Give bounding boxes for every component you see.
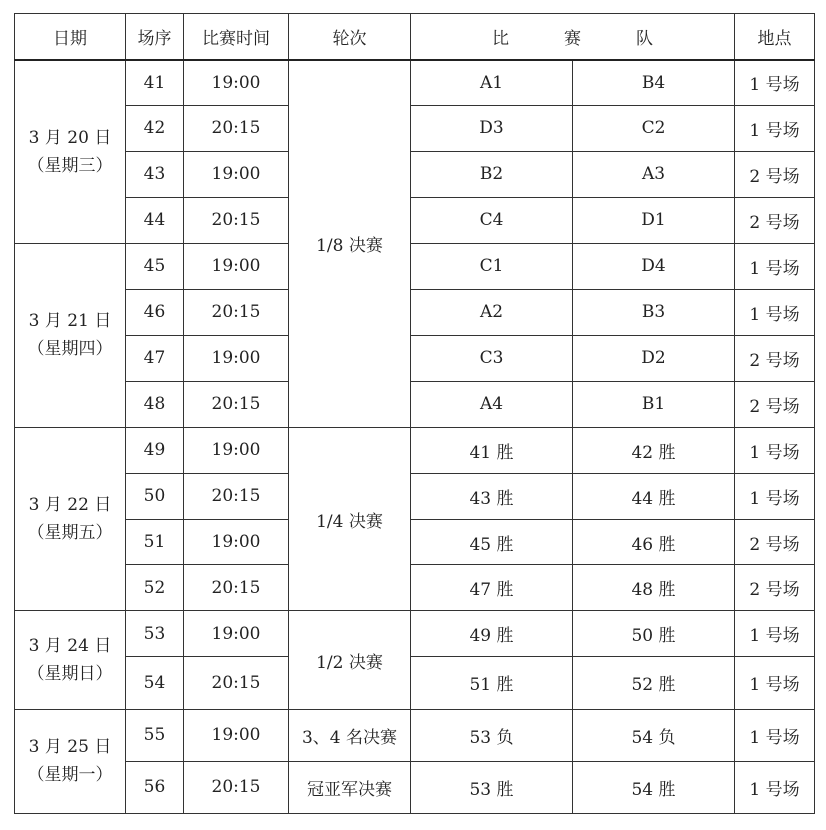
time-cell: 20:15 xyxy=(184,473,289,519)
date-line: 3 月 24 日 xyxy=(28,636,112,656)
seq-cell: 46 xyxy=(126,289,184,335)
header-seq: 场序 xyxy=(126,14,184,60)
weekday-line: （星期一） xyxy=(27,765,113,786)
date-cell xyxy=(15,243,126,427)
team2-cell: 44 胜 xyxy=(573,473,735,519)
table-row xyxy=(15,611,815,657)
team2-cell: 50 胜 xyxy=(573,611,735,657)
venue-cell: 2 号场 xyxy=(735,197,815,243)
venue-cell: 2 号场 xyxy=(735,151,815,197)
table-row xyxy=(15,473,815,519)
team2-cell: B1 xyxy=(573,381,735,427)
table-row xyxy=(15,60,815,106)
weekday-line: （星期四） xyxy=(27,339,113,360)
time-cell: 19:00 xyxy=(184,60,289,106)
seq-cell: 45 xyxy=(126,243,184,289)
time-cell: 19:00 xyxy=(184,335,289,381)
seq-cell: 52 xyxy=(126,565,184,611)
venue-cell: 2 号场 xyxy=(735,565,815,611)
time-cell: 19:00 xyxy=(184,519,289,565)
time-cell: 19:00 xyxy=(184,611,289,657)
header-row xyxy=(15,14,815,60)
team1-cell: B2 xyxy=(411,151,573,197)
team1-cell: A1 xyxy=(411,60,573,106)
table-row xyxy=(15,243,815,289)
seq-cell: 42 xyxy=(126,105,184,151)
header-teams xyxy=(411,14,735,60)
team2-cell: 54 负 xyxy=(573,709,735,761)
team1-cell: 49 胜 xyxy=(411,611,573,657)
team1-cell: C1 xyxy=(411,243,573,289)
table-row xyxy=(15,565,815,611)
header-teams-char-2: 赛 xyxy=(564,28,581,49)
date-cell xyxy=(15,611,126,709)
weekday-line: （星期三） xyxy=(27,155,113,176)
team1-cell: 45 胜 xyxy=(411,519,573,565)
header-round: 轮次 xyxy=(289,14,411,60)
team2-cell: A3 xyxy=(573,151,735,197)
team2-cell: B4 xyxy=(573,60,735,106)
venue-cell: 2 号场 xyxy=(735,381,815,427)
date-line: 3 月 25 日 xyxy=(28,737,112,758)
seq-cell: 43 xyxy=(126,151,184,197)
header-teams-char-1: 比 xyxy=(492,28,509,49)
venue-cell: 1 号场 xyxy=(735,60,815,106)
team1-cell: A2 xyxy=(411,289,573,335)
seq-cell: 44 xyxy=(126,197,184,243)
round-cell: 1/8 决赛 xyxy=(289,60,411,428)
team2-cell: 42 胜 xyxy=(573,427,735,473)
round-cell: 冠亚军决赛 xyxy=(289,761,411,813)
seq-cell: 55 xyxy=(126,709,184,761)
table-row xyxy=(15,519,815,565)
team1-cell: 53 胜 xyxy=(411,761,573,813)
venue-cell: 2 号场 xyxy=(735,335,815,381)
header-teams-char-3: 队 xyxy=(636,28,653,49)
team1-cell: C3 xyxy=(411,335,573,381)
round-cell: 1/2 决赛 xyxy=(289,611,411,709)
venue-cell: 1 号场 xyxy=(735,105,815,151)
seq-cell: 56 xyxy=(126,761,184,813)
venue-cell: 1 号场 xyxy=(735,657,815,709)
time-cell: 20:15 xyxy=(184,381,289,427)
seq-cell: 49 xyxy=(126,427,184,473)
team1-cell: 41 胜 xyxy=(411,427,573,473)
team2-cell: 54 胜 xyxy=(573,761,735,813)
team1-cell: A4 xyxy=(411,381,573,427)
time-cell: 20:15 xyxy=(184,565,289,611)
seq-cell: 48 xyxy=(126,381,184,427)
venue-cell: 1 号场 xyxy=(735,243,815,289)
team1-cell: C4 xyxy=(411,197,573,243)
venue-cell: 1 号场 xyxy=(735,709,815,761)
time-cell: 20:15 xyxy=(184,657,289,709)
time-cell: 19:00 xyxy=(184,151,289,197)
match-schedule-table xyxy=(14,13,815,814)
team1-cell: 43 胜 xyxy=(411,473,573,519)
venue-cell: 1 号场 xyxy=(735,427,815,473)
table-row xyxy=(15,105,815,151)
time-cell: 20:15 xyxy=(184,289,289,335)
team2-cell: B3 xyxy=(573,289,735,335)
team2-cell: 52 胜 xyxy=(573,657,735,709)
time-cell: 20:15 xyxy=(184,197,289,243)
team2-cell: 48 胜 xyxy=(573,565,735,611)
team2-cell: D2 xyxy=(573,335,735,381)
table-row xyxy=(15,709,815,761)
date-line: 3 月 22 日 xyxy=(28,495,112,516)
round-cell: 1/4 决赛 xyxy=(289,427,411,611)
header-venue: 地点 xyxy=(735,14,815,60)
venue-cell: 1 号场 xyxy=(735,761,815,813)
seq-cell: 50 xyxy=(126,473,184,519)
team2-cell: D4 xyxy=(573,243,735,289)
seq-cell: 54 xyxy=(126,657,184,709)
table-row xyxy=(15,657,815,709)
seq-cell: 53 xyxy=(126,611,184,657)
team2-cell: C2 xyxy=(573,105,735,151)
seq-cell: 51 xyxy=(126,519,184,565)
time-cell: 19:00 xyxy=(184,427,289,473)
team2-cell: D1 xyxy=(573,197,735,243)
table-row xyxy=(15,151,815,197)
seq-cell: 47 xyxy=(126,335,184,381)
time-cell: 20:15 xyxy=(184,761,289,813)
table-row xyxy=(15,289,815,335)
date-cell xyxy=(15,60,126,244)
team1-cell: D3 xyxy=(411,105,573,151)
team2-cell: 46 胜 xyxy=(573,519,735,565)
seq-cell: 41 xyxy=(126,60,184,106)
header-time: 比赛时间 xyxy=(184,14,289,60)
weekday-line: （星期日） xyxy=(27,664,113,684)
venue-cell: 1 号场 xyxy=(735,473,815,519)
date-line: 3 月 21 日 xyxy=(28,311,112,332)
venue-cell: 1 号场 xyxy=(735,289,815,335)
venue-cell: 2 号场 xyxy=(735,519,815,565)
venue-cell: 1 号场 xyxy=(735,611,815,657)
table-row xyxy=(15,335,815,381)
date-cell xyxy=(15,427,126,611)
table-row xyxy=(15,427,815,473)
date-line: 3 月 20 日 xyxy=(28,127,112,148)
team1-cell: 47 胜 xyxy=(411,565,573,611)
table-row xyxy=(15,381,815,427)
table-row xyxy=(15,197,815,243)
team1-cell: 53 负 xyxy=(411,709,573,761)
table-row xyxy=(15,761,815,813)
time-cell: 19:00 xyxy=(184,709,289,761)
round-cell: 3、4 名决赛 xyxy=(289,709,411,761)
date-cell xyxy=(15,709,126,813)
team1-cell: 51 胜 xyxy=(411,657,573,709)
time-cell: 19:00 xyxy=(184,243,289,289)
header-date: 日期 xyxy=(15,14,126,60)
time-cell: 20:15 xyxy=(184,105,289,151)
weekday-line: （星期五） xyxy=(27,523,113,544)
